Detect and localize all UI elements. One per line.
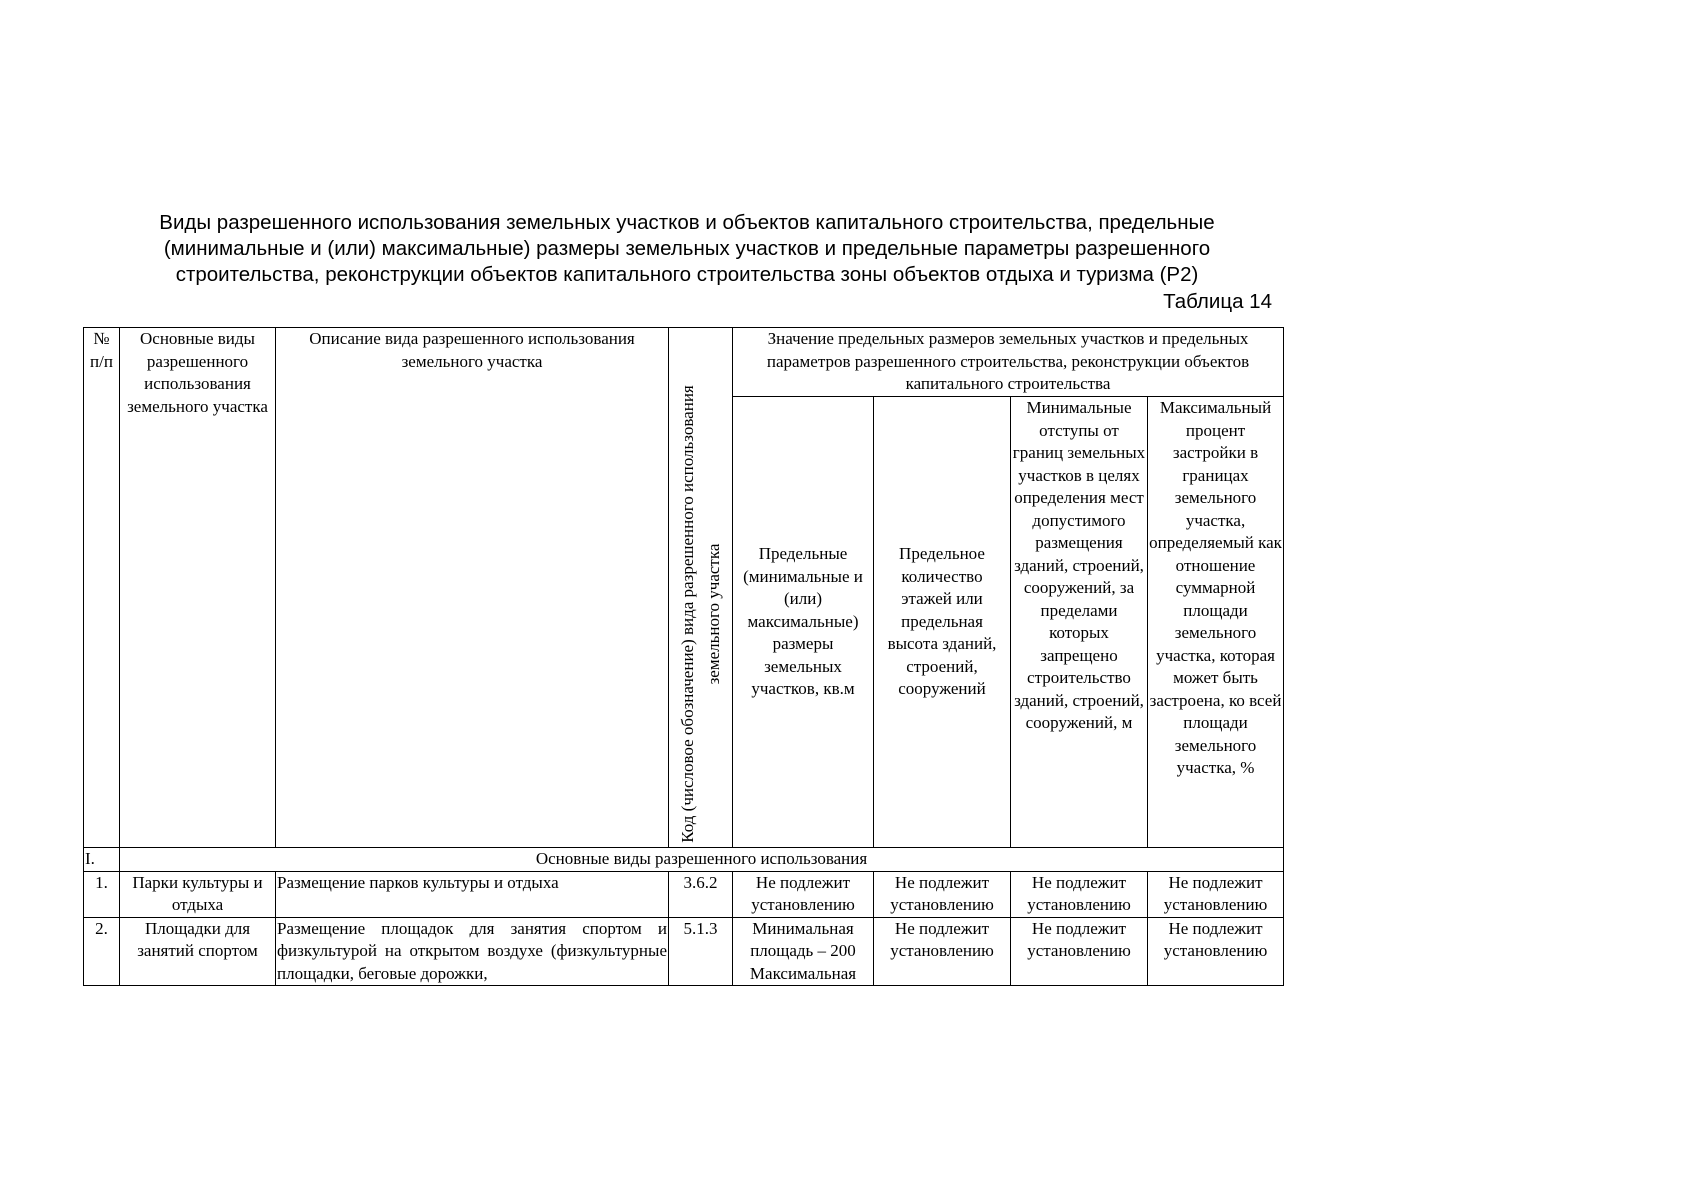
- row-description-text: Размещение площадок для занятия спортом и физкультурой на открытом воздухе (физкультурные площадки, беговые дорожки,: [277, 918, 667, 983]
- header-limits-group: Значение предельных размеров земельных участков и предельных параметров разрешенного строительства, реконструкции объектов капитального строительства: [733, 328, 1284, 397]
- row-num: 1.: [84, 871, 120, 917]
- table-row: [84, 917, 1284, 985]
- section-num: I.: [84, 848, 120, 872]
- header-description: Описание вида разрешенного использования земельного участка: [276, 328, 669, 848]
- row-use-type: Парки культуры и отдыха: [120, 871, 276, 917]
- header-floors: Предельное количество этажей или предельная высота зданий, строений, сооружений: [874, 397, 1011, 848]
- title-line: Виды разрешенного использования земельных участков и объектов капитального строительства, предельные: [159, 211, 1215, 234]
- header-plot-size: Предельные (минимальные и (или) максимальные) размеры земельных участков, кв.м: [733, 397, 874, 848]
- title-line: (минимальные и (или) максимальные) размеры земельных участков и предельные параметры разрешенного: [163, 237, 1211, 260]
- row-description: [276, 917, 669, 985]
- row-code: 3.6.2: [669, 871, 733, 917]
- row-num: 2.: [84, 917, 120, 985]
- header-num: № п/п: [84, 328, 120, 848]
- row-floors: Не подлежит установлению: [874, 917, 1011, 985]
- page-title: [146, 210, 1228, 288]
- row-plot-size: Не подлежит установлению: [733, 871, 874, 917]
- title-line: строительства, реконструкции объектов капитального строительства зоны объектов отдыха и туризма (Р2): [175, 263, 1199, 286]
- header-use-type: Основные виды разрешенного использования земельного участка: [120, 328, 276, 848]
- row-floors: Не подлежит установлению: [874, 871, 1011, 917]
- row-use-type: Площадки для занятий спортом: [120, 917, 276, 985]
- header-setbacks: Минимальные отступы от границ земельных участков в целях определения мест допустимого размещения зданий, строений, сооружений, за пределами которых запрещено строительство зданий, строений, сооружений, м: [1011, 397, 1148, 848]
- row-description: Размещение парков культуры и отдыха: [276, 871, 669, 917]
- header-row: [84, 328, 1284, 397]
- header-code: [669, 328, 733, 848]
- row-coverage: Не подлежит установлению: [1148, 917, 1284, 985]
- row-setbacks: Не подлежит установлению: [1011, 871, 1148, 917]
- row-plot-size: [733, 917, 874, 985]
- table-row: [84, 871, 1284, 917]
- row-code: 5.1.3: [669, 917, 733, 985]
- row-setbacks: Не подлежит установлению: [1011, 917, 1148, 985]
- table-number: Таблица 14: [1163, 290, 1272, 313]
- section-row: [84, 848, 1284, 872]
- zoning-table: [83, 327, 1284, 986]
- header-coverage: Максимальный процент застройки в границах земельного участка, определяемый как отношение суммарной площади земельного участка, которая может быть застроена, ко всей площади земельного участка, %: [1148, 397, 1284, 848]
- header-code-text: Код (числовое обозначение) вида разрешенного использования земельного участка: [678, 385, 723, 843]
- row-plot-size-text: Минимальная площадь – 200 Максимальная: [749, 918, 857, 983]
- row-coverage: Не подлежит установлению: [1148, 871, 1284, 917]
- section-label: Основные виды разрешенного использования: [120, 848, 1284, 872]
